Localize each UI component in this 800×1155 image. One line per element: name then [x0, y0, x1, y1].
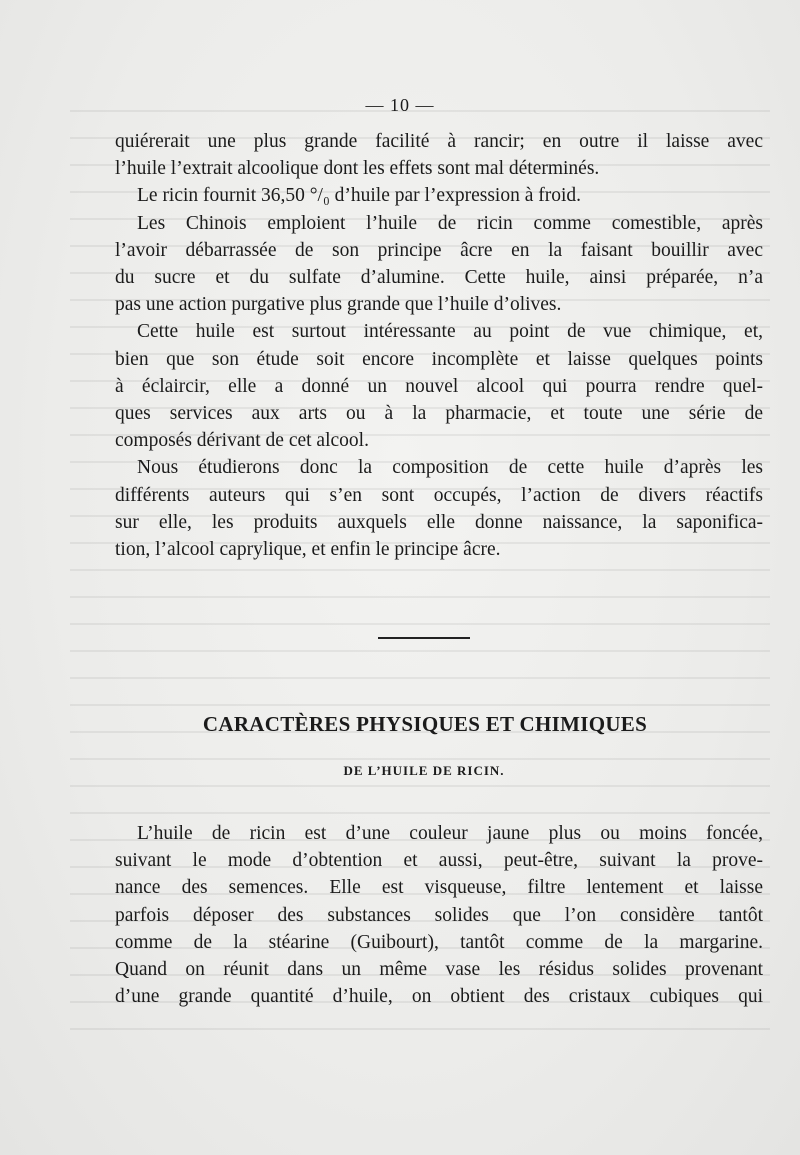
text-line: tion, l’alcool caprylique, et enfin le principe âcre. [115, 539, 501, 561]
text-line: composés dérivant de cet alcool. [115, 430, 369, 452]
text-line: suivant le mode d’obtention et aussi, peut-être, suivant la prove- [115, 850, 763, 872]
page-number: — 10 — [365, 95, 435, 115]
section-heading: CARACTÈRES PHYSIQUES ET CHIMIQUES [202, 712, 648, 736]
text-line: d’une grande quantité d’huile, on obtient des cristaux cubiques qui [115, 986, 763, 1008]
text-line: bien que son étude soit encore incomplète et laisse quelques points [115, 348, 763, 370]
text-line: nance des semences. Elle est visqueuse, filtre lentement et laisse [115, 877, 763, 899]
section-subheading: DE L’HUILE DE RICIN. [343, 763, 505, 778]
text-line: ques services aux arts ou à la pharmacie, et toute une série de [115, 403, 763, 425]
text-line: sur elle, les produits auxquels elle donne naissance, la saponifica- [115, 511, 763, 533]
text-line: quiérerait une plus grande facilité à rancir; en outre il laisse avec [115, 131, 763, 152]
text-line: Quand on réunit dans un même vase les résidus solides provenant [115, 959, 763, 981]
text-line: comme de la stéarine (Guibourt), tantôt comme de la margarine. [115, 931, 763, 953]
text-line: à éclaircir, elle a donné un nouvel alcool qui pourra rendre quel- [115, 375, 763, 397]
text-line: l’avoir débarrassée de son principe âcre en la faisant bouillir avec [115, 239, 763, 261]
text-line: différents auteurs qui s’en sont occupés, l’action de divers réactifs [115, 484, 763, 506]
text-line: Les Chinois emploient l’huile de ricin comme comestible, après [137, 212, 763, 234]
text-line: Le ricin fournit 36,50 °/₀ d’huile par l’expression à froid. [137, 185, 582, 207]
text-line: Nous étudierons donc la composition de cette huile d’après les [137, 457, 763, 479]
text-block-intro [115, 128, 763, 563]
text-line: Cette huile est surtout intéressante au point de vue chimique, et, [137, 321, 763, 343]
text-line: parfois déposer des substances solides que l’on considère tantôt [115, 904, 763, 926]
text-block-characteristics [115, 820, 763, 1010]
text-line: l’huile l’extrait alcoolique dont les effets sont mal déterminés. [115, 158, 600, 180]
text-line: du sucre et du sulfate d’alumine. Cette huile, ainsi préparée, n’a [115, 267, 763, 289]
section-divider [378, 637, 470, 639]
text-line: pas une action purgative plus grande que l’huile d’olives. [115, 294, 562, 316]
text-line: L’huile de ricin est d’une couleur jaune plus ou moins foncée, [137, 823, 763, 844]
